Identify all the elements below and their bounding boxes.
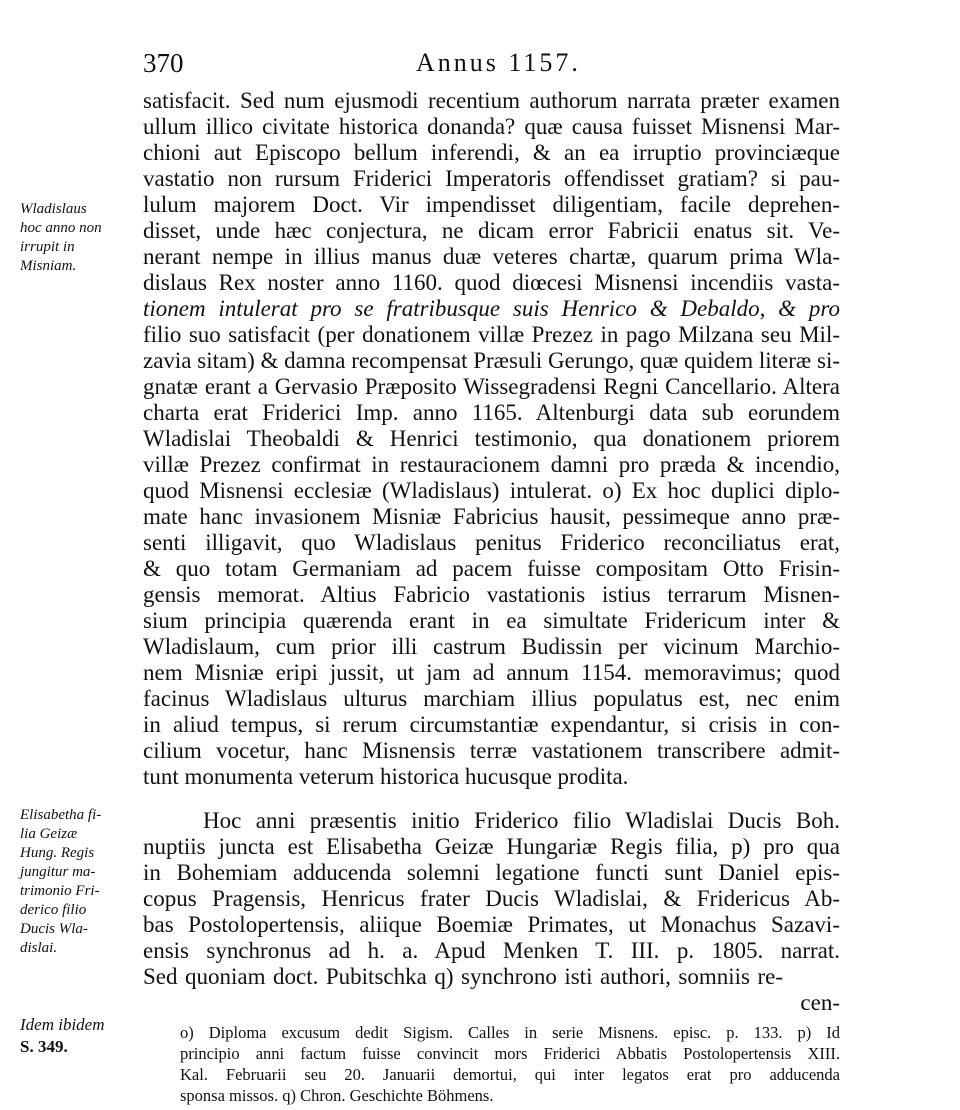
- page-number: 370: [143, 48, 184, 78]
- footnote-line: sponsa missos. q) Chron. Geschichte Böhmens.: [180, 1086, 494, 1105]
- text-line: tionem intulerat pro se fratribusque suis Henrico & Debaldo, & pro: [143, 296, 840, 321]
- margin-line: Misniam.: [20, 258, 77, 274]
- text-line: in aliud tempus, si rerum circumstantiæ expendantur, si crisis in con-: [143, 712, 840, 737]
- text-line: senti illigavit, quo Wladislaus penitus Friderico reconciliatus erat,: [143, 530, 840, 555]
- margin-line: lia Geizæ: [20, 826, 78, 842]
- text-line: filio suo satisfacit (per donationem villæ Prezez in pago Milzana seu Mil-: [143, 322, 840, 347]
- text-line: cilium vocetur, hanc Misnensis terræ vastationem transcribere admit-: [143, 738, 840, 763]
- text-line: sium principia quærenda erant in ea simultate Fridericum inter &: [143, 608, 840, 633]
- text-line: ullum illico civitate historica donanda? quæ causa fuisset Misnensi Mar-: [143, 114, 840, 139]
- text-line: quod Misnensi ecclesiæ (Wladislaus) intulerat. o) Ex hoc duplici diplo-: [143, 478, 840, 503]
- text-line: nerant nempe in illius manus duæ veteres chartæ, quarum prima Wla-: [143, 244, 840, 269]
- margin-note-elisabetha: [20, 806, 120, 958]
- margin-note-wladislaus: [20, 200, 120, 276]
- text-line: Hoc anni præsentis initio Friderico filio Wladislai Ducis Boh.: [203, 808, 840, 833]
- margin-line: irrupit in: [20, 239, 75, 255]
- footnote-line: Kal. Februarii seu 20. Januarii demortui, qui inter legatos erat pro adducenda: [180, 1065, 840, 1084]
- text-line: vastatio non rursum Friderici Imperatoris offendisset gratiam? si pau-: [143, 166, 840, 191]
- running-title: Annus 1157.: [416, 48, 581, 77]
- text-line: nuptiis juncta est Elisabetha Geizæ Hungariæ Regis filia, p) pro qua: [143, 834, 840, 859]
- text-line: lulum majorem Doct. Vir impendisset diligentiam, facile deprehen-: [143, 192, 840, 217]
- text-line: Sed quoniam doct. Pubitschka q) synchrono isti authori, somniis re-: [143, 964, 783, 989]
- footnote-line: principio anni factum fuisse convincit mors Friderici Abbatis Postolopertensis XIII.: [180, 1044, 840, 1063]
- margin-line: dislai.: [20, 940, 58, 956]
- text-line: bas Postolopertensis, aliique Boemiæ Primates, ut Monachus Sazavi-: [143, 912, 840, 937]
- text-line: mate hanc invasionem Misniæ Fabricius hausit, pessimeque anno præ-: [143, 504, 840, 529]
- text-line: copus Pragensis, Henricus frater Ducis Wladislai, & Fridericus Ab-: [143, 886, 840, 911]
- text-line: tunt monumenta veterum historica hucusque prodita.: [143, 764, 629, 789]
- text-line: disset, unde hæc conjectura, ne dicam error Fabricii enatus sit. Ve-: [143, 218, 840, 243]
- margin-line: Elisabetha fi-: [20, 807, 102, 823]
- text-line: Wladislaum, cum prior illi castrum Budissin per vicinum Marchio-: [143, 634, 840, 659]
- text-line: villæ Prezez confirmat in restauracionem damni pro præda & incendio,: [143, 452, 840, 477]
- margin-line: Idem ibidem: [20, 1015, 105, 1034]
- text-line: gnatæ erant a Gervasio Præposito Wissegradensi Regni Cancellario. Altera: [143, 374, 840, 399]
- margin-line: jungitur ma-: [20, 864, 96, 880]
- text-line: charta erat Friderici Imp. anno 1165. Altenburgi data sub eorundem: [143, 400, 840, 425]
- margin-line: hoc anno non: [20, 220, 102, 236]
- text-line: zavia sitam) & damna recompensat Præsuli Gerungo, quæ quidem literæ si-: [143, 348, 840, 373]
- margin-line: Ducis Wla-: [20, 921, 88, 937]
- catchword: cen-: [800, 990, 840, 1015]
- margin-line: Wladislaus: [20, 201, 87, 217]
- text-line: ensis synchronus ad h. a. Apud Menken T. III. p. 1805. narrat.: [143, 938, 840, 963]
- margin-note-idem: [20, 1014, 120, 1058]
- text-line: gensis memorat. Altius Fabricio vastationis istius terrarum Misnen-: [143, 582, 840, 607]
- text-line: Wladislai Theobaldi & Henrici testimonio, qua donationem priorem: [143, 426, 840, 451]
- margin-line: Hung. Regis: [20, 845, 95, 861]
- margin-line: S. 349.: [20, 1037, 68, 1056]
- margin-line: derico filio: [20, 902, 87, 918]
- text-line: & quo totam Germaniam ad pacem fuisse compositam Otto Frisin-: [143, 556, 840, 581]
- text-line: dislaus Rex noster anno 1160. quod diœcesi Misnensi incendiis vasta-: [143, 270, 840, 295]
- margin-line: trimonio Fri-: [20, 883, 100, 899]
- text-line: chioni aut Episcopo bellum inferendi, & an ea irruptio provinciæque: [143, 140, 840, 165]
- text-line: in Bohemiam adducenda solemni legatione functi sunt Daniel epis-: [143, 860, 840, 885]
- text-line: facinus Wladislaus ulturus marchiam illius populatus est, nec enim: [143, 686, 840, 711]
- text-line: satisfacit. Sed num ejusmodi recentium authorum narrata præter examen: [143, 88, 840, 113]
- text-line: nem Misniæ eripi jussit, ut jam ad annum 1154. memoravimus; quod: [143, 660, 840, 685]
- footnote-line: o) Diploma excusum dedit Sigism. Calles in serie Misnens. episc. p. 133. p) Id: [180, 1023, 840, 1042]
